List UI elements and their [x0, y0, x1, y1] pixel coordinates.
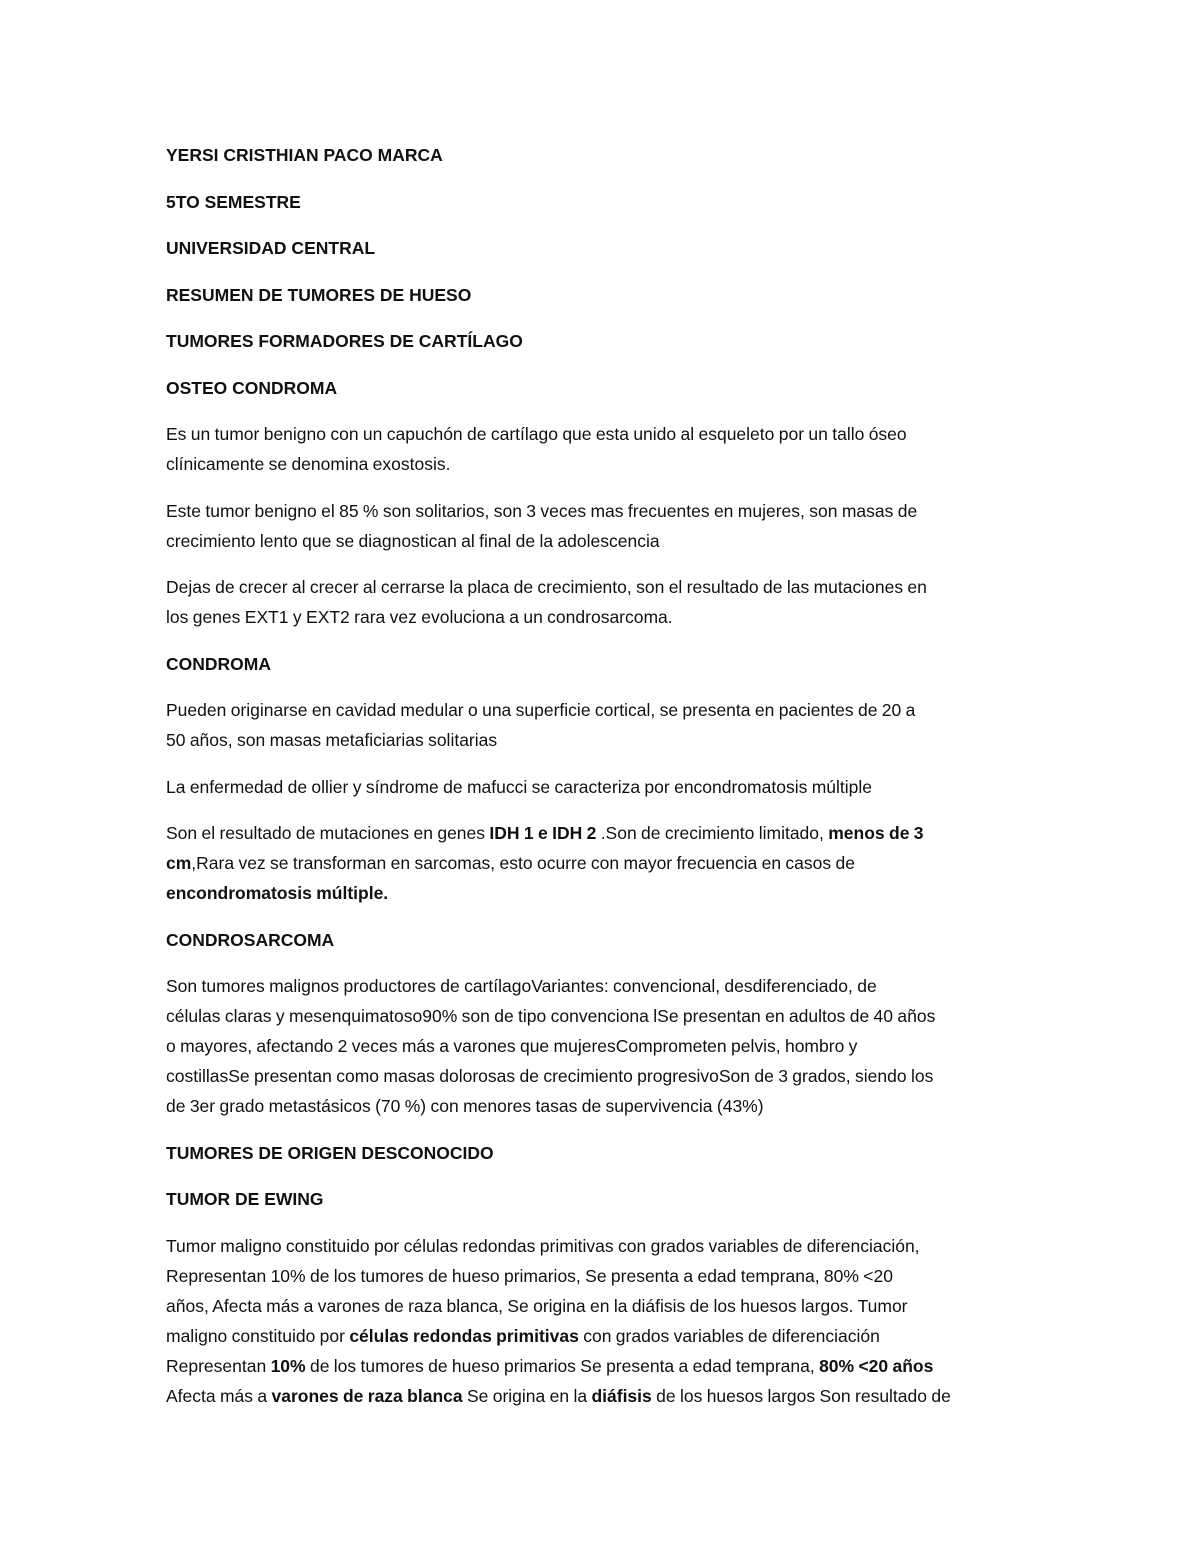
text-line: 50 años, son masas metaficiarias solitarias [166, 730, 498, 750]
text-line: clínicamente se denomina exostosis. [166, 454, 451, 474]
text-run: .Son de crecimiento limitado, [596, 823, 829, 843]
text-line: Dejas de crecer al crecer al cerrarse la placa de crecimiento, son el resultado de las mutaciones en [166, 577, 927, 597]
text-run: Son el resultado de mutaciones en genes [166, 823, 490, 843]
text-line: Tumor maligno constituido por células redondas primitivas con grados variables de diferenciación, [166, 1235, 920, 1256]
text-line [166, 1321, 1046, 1351]
text-line: costillasSe presentan como masas dolorosas de crecimiento progresivoSon de 3 grados, siendo los [166, 1066, 934, 1086]
text-run: de los huesos largos Son resultado de [651, 1385, 951, 1406]
text-line [166, 818, 1046, 848]
paragraph-condroma-2 [166, 772, 1046, 802]
text-line: crecimiento lento que se diagnostican al final de la adolescencia [166, 530, 660, 551]
bold-run: encondromatosis múltiple. [166, 883, 389, 903]
text-line [166, 1351, 1046, 1381]
paragraph-condroma-1 [166, 695, 1046, 755]
paragraph-condrosarcoma-1 [166, 971, 1046, 1121]
paragraph-osteocondroma-1 [166, 419, 1046, 479]
heading-ewing: TUMOR DE EWING [166, 1189, 324, 1209]
text-line: o mayores, afectando 2 veces más a varones que mujeresComprometen pelvis, hombro y [166, 1036, 858, 1056]
text-run: ,Rara vez se transforman en sarcomas, esto ocurre con mayor frecuencia en casos de [191, 853, 855, 873]
section-heading-cartilage: TUMORES FORMADORES DE CARTÍLAGO [166, 331, 523, 351]
text-run: con grados variables de diferenciación [578, 1325, 880, 1346]
university-name: UNIVERSIDAD CENTRAL [166, 238, 376, 258]
bold-run: diáfisis [591, 1385, 652, 1406]
text-line: los genes EXT1 y EXT2 rara vez evoluciona a un condrosarcoma. [166, 607, 673, 627]
text-line: células claras y mesenquimatoso90% son de tipo convenciona lSe presentan en adultos de 40 años [166, 1006, 936, 1026]
document-page [166, 140, 1046, 1427]
bold-run: menos de 3 [828, 823, 924, 843]
bold-run: 80% <20 años [819, 1355, 934, 1376]
text-line: de 3er grado metastásicos (70 %) con menores tasas de supervivencia (43%) [166, 1096, 764, 1116]
text-run: maligno constituido por [166, 1325, 350, 1346]
text-line [166, 1381, 1046, 1411]
text-line: La enfermedad de ollier y síndrome de mafucci se caracteriza por encondromatosis múltiple [166, 776, 873, 797]
paragraph-condroma-3 [166, 818, 1046, 908]
paragraph-osteocondroma-3 [166, 572, 1046, 632]
section-heading-unknown-origin: TUMORES DE ORIGEN DESCONOCIDO [166, 1142, 494, 1163]
text-run: Representan [166, 1355, 271, 1376]
text-line: Pueden originarse en cavidad medular o una superficie cortical, se presenta en pacientes de 20 a [166, 700, 916, 720]
document-title: RESUMEN DE TUMORES DE HUESO [166, 284, 472, 305]
heading-osteocondroma: OSTEO CONDROMA [166, 377, 338, 398]
text-line [166, 878, 1046, 908]
text-line: Representan 10% de los tumores de hueso primarios, Se presenta a edad temprana, 80% <20 [166, 1265, 893, 1286]
text-line: Este tumor benigno el 85 % son solitarios, son 3 veces mas frecuentes en mujeres, son masas de [166, 500, 918, 521]
text-line: años, Afecta más a varones de raza blanca, Se origina en la diáfisis de los huesos largos. Tumor [166, 1295, 908, 1316]
heading-condrosarcoma: CONDROSARCOMA [166, 929, 335, 950]
paragraph-ewing-1 [166, 1231, 1046, 1411]
text-line [166, 848, 1046, 878]
text-line: Es un tumor benigno con un capuchón de cartílago que esta unido al esqueleto por un tallo óseo [166, 424, 907, 444]
semester-label: 5TO SEMESTRE [166, 191, 301, 212]
paragraph-osteocondroma-2 [166, 496, 1046, 556]
text-run: de los tumores de hueso primarios Se presenta a edad temprana, [305, 1355, 820, 1376]
heading-condroma: CONDROMA [166, 653, 271, 674]
bold-run: IDH 1 e IDH 2 [489, 823, 597, 843]
author-name: YERSI CRISTHIAN PACO MARCA [166, 145, 443, 165]
bold-run: varones de raza blanca [271, 1385, 463, 1406]
bold-run: 10% [270, 1355, 306, 1376]
text-run: Se origina en la [462, 1385, 592, 1406]
text-run: Afecta más a [166, 1385, 272, 1406]
text-line: Son tumores malignos productores de cartílagoVariantes: convencional, desdiferenciado, de [166, 976, 877, 996]
bold-run: células redondas primitivas [349, 1325, 579, 1346]
bold-run: cm [166, 853, 192, 873]
